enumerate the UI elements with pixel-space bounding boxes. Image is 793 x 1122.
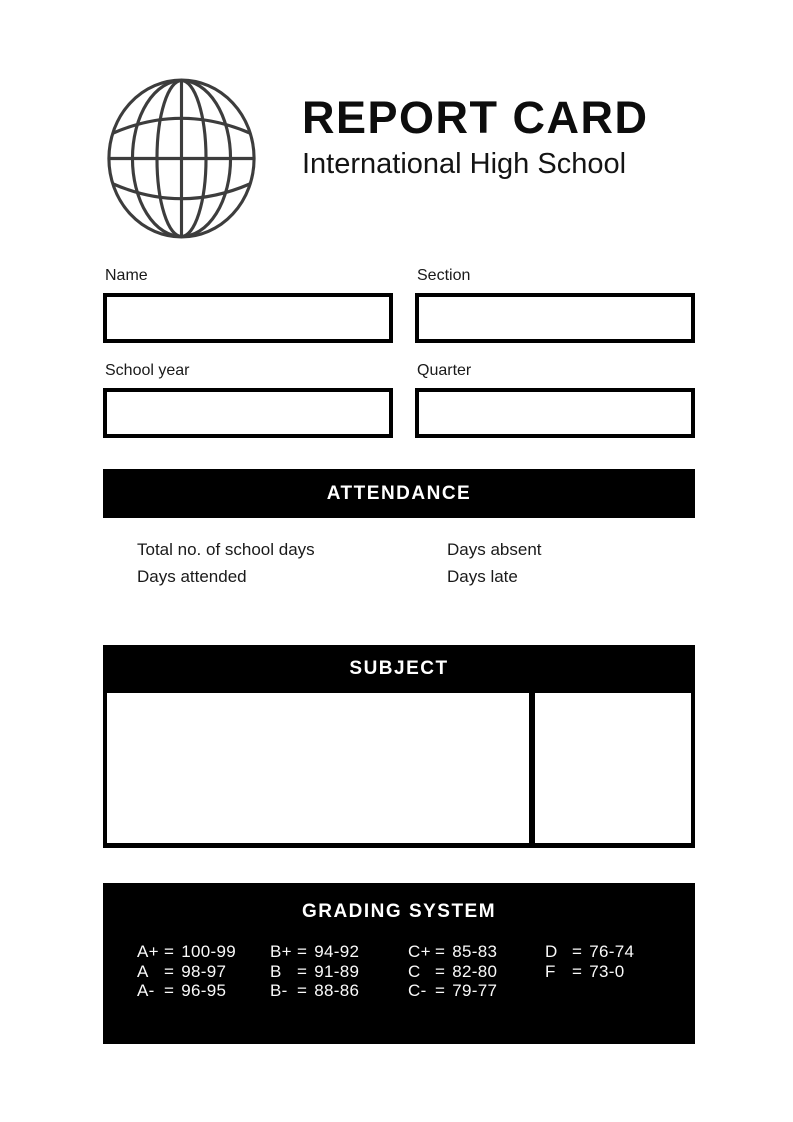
grading-system-block xyxy=(103,883,695,1044)
grading-column-b xyxy=(270,942,408,1001)
student-info-form xyxy=(103,266,695,438)
subject-cell-grade[interactable] xyxy=(535,693,691,843)
subject-block xyxy=(103,645,695,848)
attendance-right-column xyxy=(447,541,542,586)
grade-item: D = 76-74 xyxy=(545,942,635,961)
school-year-field-group xyxy=(103,361,393,438)
name-label: Name xyxy=(105,267,148,284)
subject-header: SUBJECT xyxy=(103,645,695,693)
grade-item: B- = 88-86 xyxy=(270,981,360,1000)
attendance-list xyxy=(103,541,695,586)
title-block xyxy=(302,93,649,182)
quarter-label: Quarter xyxy=(417,362,472,379)
subject-cell-main[interactable] xyxy=(107,693,529,843)
grading-column-df xyxy=(545,942,671,1001)
name-field-group xyxy=(103,266,393,343)
days-late-label: Days late xyxy=(447,567,518,586)
grade-item: A- = 96-95 xyxy=(137,981,227,1000)
attendance-header: ATTENDANCE xyxy=(103,469,695,518)
globe-icon xyxy=(105,76,258,241)
section-label: Section xyxy=(417,267,471,284)
school-name: International High School xyxy=(302,148,627,180)
attendance-left-column xyxy=(137,541,447,586)
header xyxy=(105,76,649,241)
name-input[interactable] xyxy=(103,293,393,343)
page-title: REPORT CARD xyxy=(302,92,649,143)
grade-item: A = 98-97 xyxy=(137,961,227,981)
total-school-days-label: Total no. of school days xyxy=(137,540,315,559)
grading-scale xyxy=(103,942,695,1001)
section-field-group xyxy=(415,266,695,343)
grade-item: C = 82-80 xyxy=(408,961,498,981)
section-input[interactable] xyxy=(415,293,695,343)
days-attended-label: Days attended xyxy=(137,567,247,586)
grade-item: C+ = 85-83 xyxy=(408,942,498,961)
grade-item: B+ = 94-92 xyxy=(270,942,360,961)
school-year-label: School year xyxy=(105,362,190,379)
quarter-input[interactable] xyxy=(415,388,695,438)
subject-table xyxy=(103,693,695,848)
grading-system-header: GRADING SYSTEM xyxy=(301,901,497,922)
grade-item: B = 91-89 xyxy=(270,961,360,981)
quarter-field-group xyxy=(415,361,695,438)
grading-column-a xyxy=(137,942,270,1001)
grade-item: C- = 79-77 xyxy=(408,981,498,1000)
grading-column-c xyxy=(408,942,545,1001)
days-absent-label: Days absent xyxy=(447,540,542,559)
school-year-input[interactable] xyxy=(103,388,393,438)
grade-item: A+ = 100-99 xyxy=(137,942,236,961)
grade-item: F = 73-0 xyxy=(545,961,625,981)
content xyxy=(103,266,695,1044)
